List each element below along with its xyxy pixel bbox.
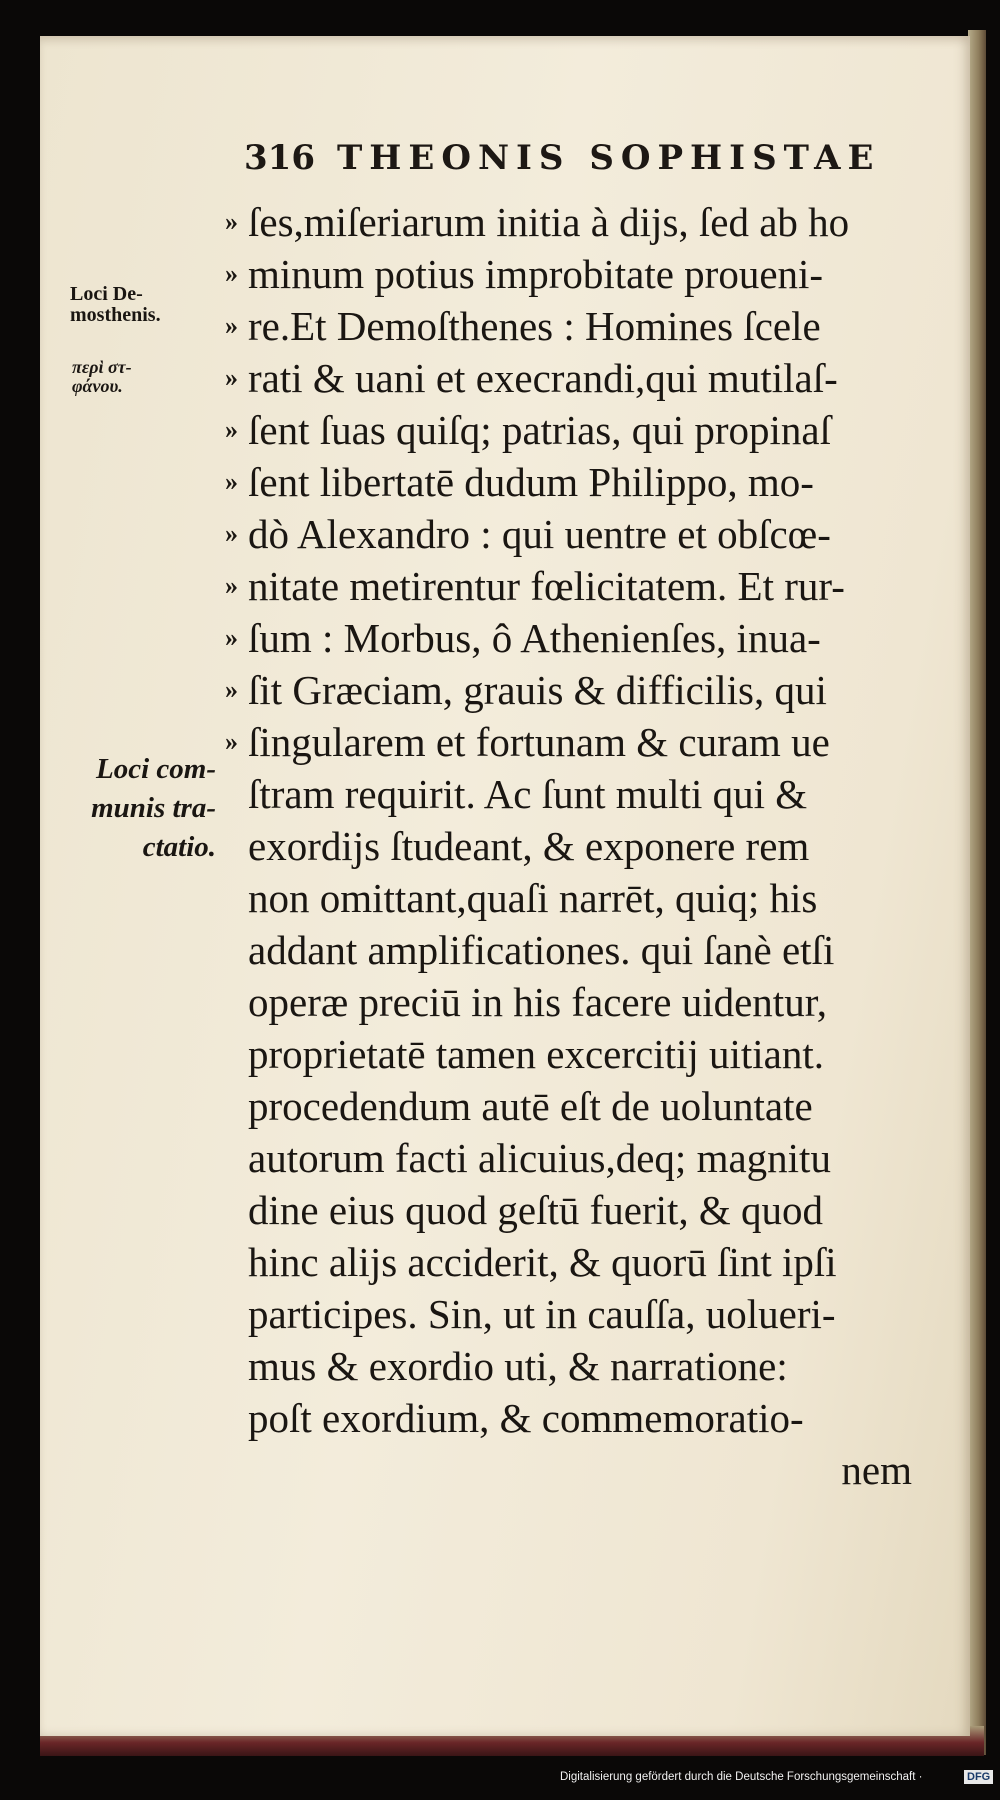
line-text: ſum : Morbus, ô Athenienſes, inua- bbox=[248, 615, 821, 661]
line-text: ſingularem et fortunam & curam ue bbox=[248, 719, 830, 765]
quotation-mark: » bbox=[225, 519, 238, 548]
line-text: ſtram requirit. Ac ſunt multi qui & bbox=[248, 771, 808, 817]
text-line bbox=[225, 248, 928, 300]
text-line bbox=[225, 560, 928, 612]
page-number: 316 bbox=[244, 138, 315, 178]
margin-note-line: munis tra- bbox=[91, 792, 216, 825]
line-text: mus & exordio uti, & narratione: bbox=[248, 1343, 788, 1389]
text-line bbox=[248, 1288, 928, 1340]
text-line bbox=[225, 716, 928, 768]
quotation-mark: » bbox=[225, 363, 238, 392]
line-text: dò Alexandro : qui uentre et obſcœ- bbox=[248, 511, 831, 557]
line-text: participes. Sin, ut in cauſſa, uolueri- bbox=[248, 1291, 836, 1337]
text-line bbox=[225, 404, 928, 456]
line-text: nitate metirentur fœlicitatem. Et rur- bbox=[248, 563, 845, 609]
margin-note-line: περὶ στ- bbox=[72, 357, 132, 377]
book-cover-edge-right bbox=[968, 30, 986, 1755]
quotation-mark: » bbox=[225, 727, 238, 756]
margin-note-line: ctatio. bbox=[142, 831, 216, 864]
line-text: operæ preciū in his facere uidentur, bbox=[248, 979, 827, 1025]
text-line bbox=[225, 664, 928, 716]
line-text: minum potius improbitate proueni- bbox=[248, 251, 824, 297]
text-line bbox=[225, 300, 928, 352]
quotation-mark: » bbox=[225, 259, 238, 288]
quotation-mark: » bbox=[225, 571, 238, 600]
line-text: re.Et Demoſthenes : Homines ſcele bbox=[248, 303, 821, 349]
margin-note-demosthenes bbox=[70, 284, 161, 326]
quotation-mark: » bbox=[225, 207, 238, 236]
line-text: ſent ſuas quiſq; patrias, qui propinaſ bbox=[248, 407, 832, 453]
quotation-mark: » bbox=[225, 311, 238, 340]
quotation-mark: » bbox=[225, 415, 238, 444]
text-line bbox=[248, 872, 928, 924]
line-text: dine eius quod geſtū fuerit, & quod bbox=[248, 1187, 824, 1233]
text-line bbox=[248, 1392, 928, 1444]
line-text: procedendum autē eſt de uoluntate bbox=[248, 1083, 813, 1129]
text-line bbox=[248, 768, 928, 820]
margin-note-line: mosthenis. bbox=[70, 304, 161, 326]
text-line bbox=[248, 1236, 928, 1288]
text-line bbox=[248, 924, 928, 976]
body-text bbox=[225, 196, 928, 1496]
margin-note-line: Loci com- bbox=[96, 753, 216, 785]
text-line bbox=[225, 196, 928, 248]
text-line bbox=[225, 352, 928, 404]
line-text: ſit Græciam, grauis & difficilis, qui bbox=[248, 667, 827, 713]
line-text: poſt exordium, & commemoratio- bbox=[248, 1395, 804, 1441]
line-text: hinc alijs acciderit, & quorū ſint ipſi bbox=[248, 1239, 837, 1285]
line-text: ſent libertatē dudum Philippo, mo- bbox=[248, 459, 814, 505]
margin-note-loci-communis bbox=[76, 750, 216, 867]
line-text: rati & uani et execrandi,qui mutilaſ- bbox=[248, 355, 838, 401]
running-head-title: THEONIS SOPHISTAE bbox=[336, 138, 881, 178]
text-line bbox=[248, 1132, 928, 1184]
margin-note-line: Loci De- bbox=[70, 283, 143, 305]
line-text: non omittant,quaſi narrēt, quiq; his bbox=[248, 875, 818, 921]
text-line bbox=[248, 1340, 928, 1392]
text-line bbox=[225, 612, 928, 664]
line-text: autorum facti alicuius,deq; magnitu bbox=[248, 1135, 831, 1181]
line-text: proprietatē tamen excercitij uitiant. bbox=[248, 1031, 825, 1077]
text-line bbox=[225, 508, 928, 560]
text-line bbox=[248, 1028, 928, 1080]
quotation-mark: » bbox=[225, 623, 238, 652]
text-line bbox=[225, 456, 928, 508]
catchword: nem bbox=[841, 1447, 912, 1493]
text-line bbox=[248, 1184, 928, 1236]
dfg-logo: DFG bbox=[964, 1770, 993, 1784]
line-text: addant amplificationes. qui ſanè etſi bbox=[248, 927, 835, 973]
text-line bbox=[248, 1080, 928, 1132]
text-line bbox=[248, 976, 928, 1028]
quotation-mark: » bbox=[225, 675, 238, 704]
running-header bbox=[244, 138, 904, 178]
text-line bbox=[248, 820, 928, 872]
digitization-credit: Digitalisierung gefördert durch die Deutsche Forschungsgemeinschaft · bbox=[560, 1771, 923, 1783]
margin-note-greek bbox=[72, 358, 132, 396]
margin-note-line: φάνου. bbox=[72, 375, 123, 396]
quotation-mark: » bbox=[225, 467, 238, 496]
line-text: ſes,miſeriarum initia à dijs, ſed ab ho bbox=[248, 199, 850, 245]
line-text: exordijs ſtudeant, & exponere rem bbox=[248, 823, 810, 869]
